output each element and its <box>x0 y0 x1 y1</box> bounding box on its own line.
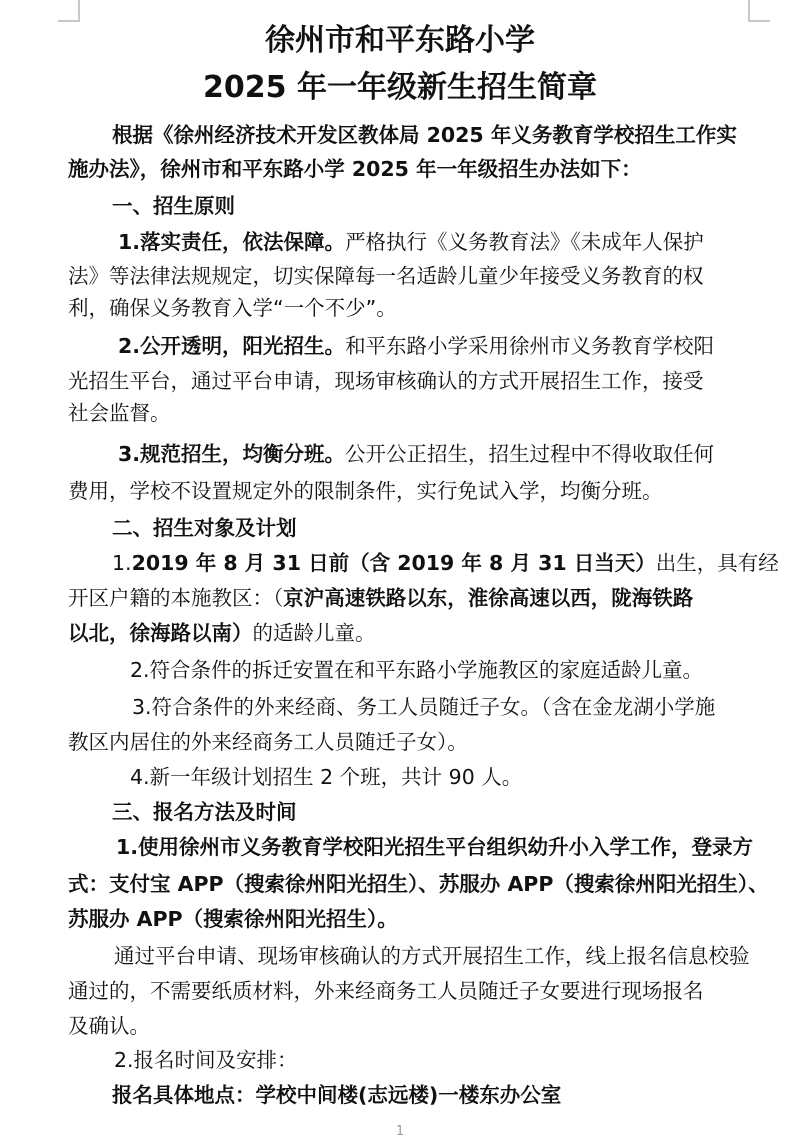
crop-mark-top-left <box>58 0 80 22</box>
intro-line-2: 施办法》，徐州市和平东路小学 2025 年一年级招生办法如下： <box>68 157 642 181</box>
target-1-line-3 <box>68 623 376 644</box>
crop-mark-top-right <box>748 0 770 22</box>
intro-line-1: 根据《徐州经济技术开发区教体局 2025 年义务教育学校招生工作实 <box>112 123 737 147</box>
section-3-heading: 三、报名方法及时间 <box>112 800 297 824</box>
target-4: 4.新一年级计划招生 2 个班，共计 90 人。 <box>130 765 523 789</box>
document-subtitle: 2025 年一年级新生招生简章 <box>203 70 597 105</box>
principle-1-line-1 <box>118 232 704 253</box>
target-1-line-2 <box>68 588 693 609</box>
target-1-number: 1. <box>112 551 132 575</box>
target-1-boundaries: 京沪高速铁路以东，淮徐高速以西，陇海铁路 <box>283 586 694 610</box>
principle-1-line-2: 法》等法律法规规定，切实保障每一名适龄儿童少年接受义务教育的权 <box>68 264 704 288</box>
target-1-boundaries-end: 以北，徐海路以南） <box>68 621 253 645</box>
target-1-line-1 <box>112 553 779 574</box>
method-detail-line-2: 通过的，不需要纸质材料，外来经商务工人员随迁子女要进行现场报名 <box>68 979 704 1003</box>
principle-1-line-3: 利，确保义务教育入学“一个不少”。 <box>68 296 397 320</box>
page-number: 1 <box>395 1124 405 1139</box>
principle-2-line-3: 社会监督。 <box>68 401 171 425</box>
principle-1-text: 严格执行《义务教育法》《未成年人保护 <box>345 230 704 254</box>
principle-3-line-2: 费用，学校不设置规定外的限制条件，实行免试入学，均衡分班。 <box>68 479 663 503</box>
target-1-text: 出生，具有经 <box>655 551 779 575</box>
principle-3-line-1 <box>118 444 714 465</box>
target-3-line-1: 3.符合条件的外来经商、务工人员随迁子女。（含在金龙湖小学施 <box>132 695 716 719</box>
section-2-heading: 二、招生对象及计划 <box>112 516 297 540</box>
method-detail-line-1: 通过平台申请、现场审核确认的方式开展招生工作，线上报名信息校验 <box>114 944 750 968</box>
section-1-heading: 一、招生原则 <box>112 194 235 218</box>
registration-location: 报名具体地点：学校中间楼(志远楼)一楼东办公室 <box>112 1083 562 1107</box>
principle-2-lead: 2.公开透明，阳光招生。 <box>118 334 346 358</box>
principle-2-line-2: 光招生平台，通过平台申请，现场审核确认的方式开展招生工作，接受 <box>68 369 704 393</box>
target-3-line-2: 教区内居住的外来经商务工人员随迁子女）。 <box>68 730 468 754</box>
target-1-birth-cutoff: 2019 年 8 月 31 日前（含 2019 年 8 月 31 日当天） <box>131 551 656 575</box>
principle-2-line-1 <box>118 336 714 357</box>
method-1-line-2: 式：支付宝 APP（搜索徐州阳光招生）、苏服办 APP（搜索徐州阳光招生）、 <box>68 872 769 896</box>
principle-3-lead: 3.规范招生，均衡分班。 <box>118 442 346 466</box>
principle-3-text: 公开公正招生，招生过程中不得收取任何 <box>345 442 715 466</box>
method-1-line-1: 1.使用徐州市义务教育学校阳光招生平台组织幼升小入学工作，登录方 <box>116 835 754 859</box>
principle-1-lead: 1.落实责任，依法保障。 <box>118 230 346 254</box>
method-1-line-3: 苏服办 APP（搜索徐州阳光招生）。 <box>68 907 398 931</box>
target-1-end: 的适龄儿童。 <box>252 621 376 645</box>
principle-2-text: 和平东路小学采用徐州市义务教育学校阳 <box>345 334 715 358</box>
target-1-area-intro: 开区户籍的本施教区：（ <box>68 586 284 610</box>
target-2: 2.符合条件的拆迁安置在和平东路小学施教区的家庭适龄儿童。 <box>130 658 704 682</box>
method-detail-line-3: 及确认。 <box>68 1014 150 1038</box>
registration-time-heading: 2.报名时间及安排： <box>114 1048 298 1072</box>
document-title: 徐州市和平东路小学 <box>265 23 535 58</box>
